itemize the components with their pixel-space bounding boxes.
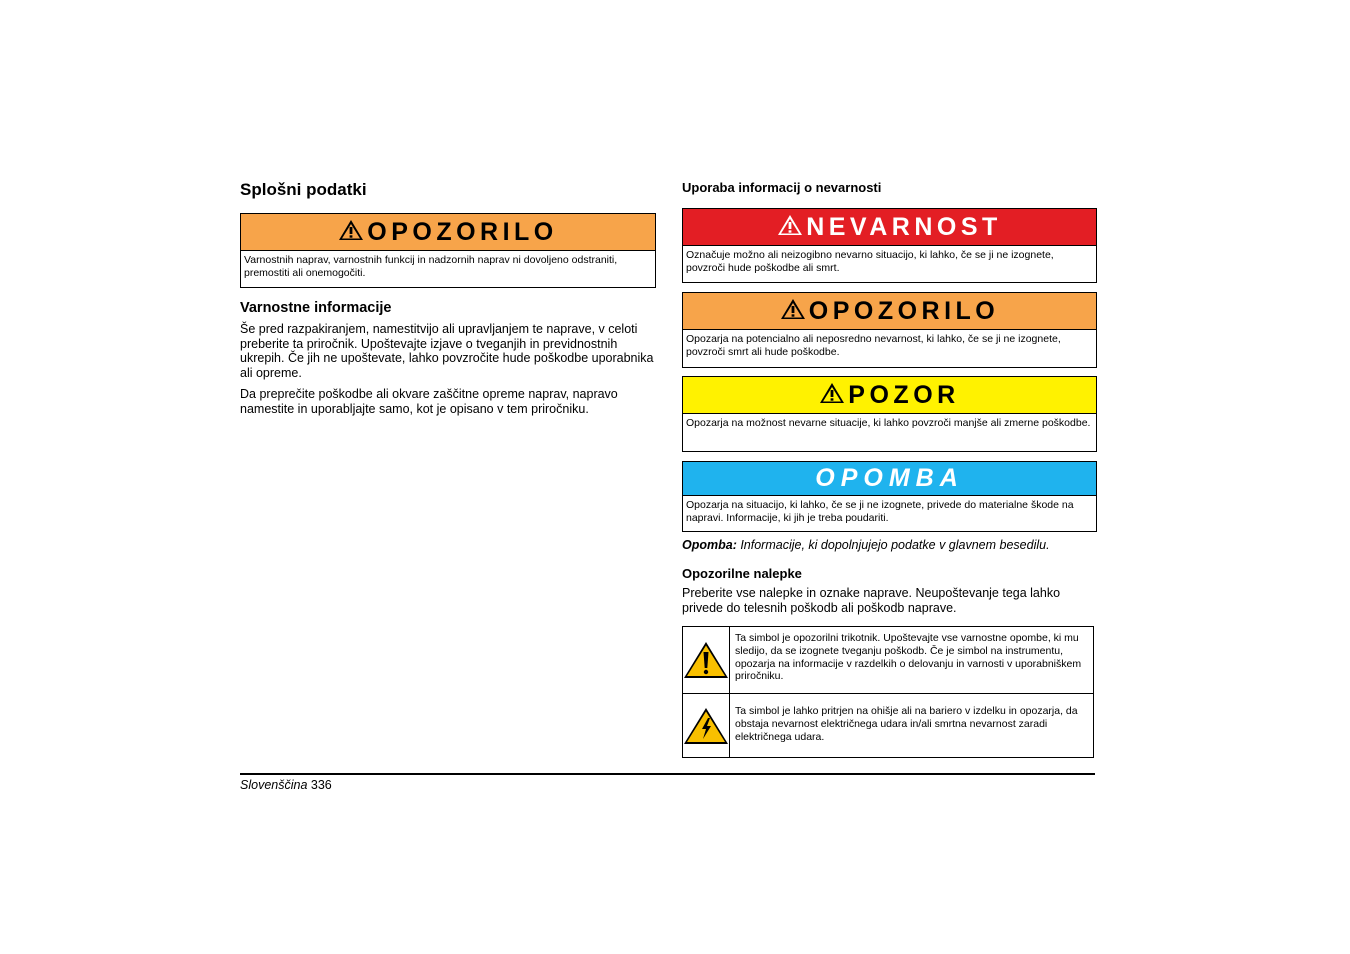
notice-header (683, 462, 1096, 496)
warning-body: Varnostnih naprav, varnostnih funkcij in nadzornih naprav ni dovoljeno odstraniti, premostiti ali onemogočiti. (244, 254, 618, 279)
section-title: Splošni podatki (240, 180, 367, 199)
warning-triangle-icon (338, 219, 364, 246)
footer-rule (240, 773, 1095, 775)
caution-body: Opozarja na možnost nevarne situacije, ki lahko povzroči manjše ali zmerne poškodbe. (686, 417, 1091, 429)
safety-paragraph-1: Še pred razpakiranjem, namestitvijo ali upravljanjem te naprave, v celoti preberite ta priročnik. Upoštevajte izjave o tveganjih in previdnostnih ukrepih. Če jih ne upoštevate, lahko povzročite hude poškodbe uporabnika ali opreme. (240, 322, 654, 380)
danger-body: Označuje možno ali neizogibno nevarno situacijo, ki lahko, če se ji ne izognete, povzroči hude poškodbe ali smrt. (686, 249, 1054, 274)
footer-language: Slovenščina (240, 778, 308, 792)
labels-table-row (683, 694, 1093, 757)
labels-table (682, 626, 1094, 758)
caution-header-label: POZOR (848, 380, 960, 409)
danger-triangle-icon (777, 214, 803, 241)
warning-box (682, 292, 1097, 368)
danger-header (683, 209, 1096, 246)
warning-box-body: Opozarja na potencialno ali neposredno nevarnost, ki lahko, če se ji ne izognete, povzroči smrt ali hude poškodbe. (686, 333, 1061, 358)
warning-triangle-icon (683, 627, 730, 693)
notice-box (682, 461, 1097, 532)
caution-triangle-icon (819, 382, 845, 409)
warning-notice-box (240, 213, 656, 288)
labels-table-text: Ta simbol je opozorilni trikotnik. Upoštevajte vse varnostne opombe, ki mu sledijo, da se izognete tveganju poškodb. Če je simbol na instrumentu, opozarja na informacije v razdelkih o delovanju in varnosti v uporabniškem priročniku. (735, 632, 1082, 683)
note-line (682, 538, 1050, 553)
warning-triangle-icon (780, 298, 806, 325)
footer-page-number: 336 (310, 778, 332, 792)
warning-box-header (683, 293, 1096, 330)
danger-box (682, 208, 1097, 283)
safety-paragraph-2: Da preprečite poškodbe ali okvare zaščitne opreme naprav, napravo namestite in uporabljajte samo, kot je opisano v tem priročniku. (240, 387, 618, 416)
labels-table-row (683, 627, 1093, 694)
labels-table-text: Ta simbol je lahko pritrjen na ohišje ali na bariero v izdelku in opozarja, da obstaja nevarnost električnega udara in/ali smrtna nevarnost zaradi električnega udara. (735, 705, 1078, 743)
warning-header-label: OPOZORILO (367, 217, 558, 246)
danger-header-label: NEVARNOST (806, 212, 1002, 241)
electrical-hazard-icon (683, 694, 730, 757)
notice-header-label: OPOMBA (815, 464, 964, 492)
labels-heading: Opozorilne nalepke (682, 566, 802, 581)
note-text: Informacije, ki dopolnjujejo podatke v glavnem besedilu. (736, 538, 1050, 552)
caution-box (682, 376, 1097, 452)
note-label: Opomba: (682, 538, 737, 552)
notice-body: Opozarja na situacijo, ki lahko, če se ji ne izognete, privede do materialne škode na napravi. Informacije, ki jih je treba poudariti. (686, 499, 1074, 524)
footer (240, 778, 332, 793)
labels-paragraph: Preberite vse nalepke in oznake naprave. Neupoštevanje tega lahko privede do telesnih poškodb ali poškodb naprave. (682, 586, 1061, 615)
caution-header (683, 377, 1096, 414)
warning-header (241, 214, 655, 251)
safety-heading: Varnostne informacije (240, 300, 392, 316)
warning-box-header-label: OPOZORILO (808, 296, 1000, 325)
hazard-info-heading: Uporaba informacij o nevarnosti (682, 180, 882, 195)
